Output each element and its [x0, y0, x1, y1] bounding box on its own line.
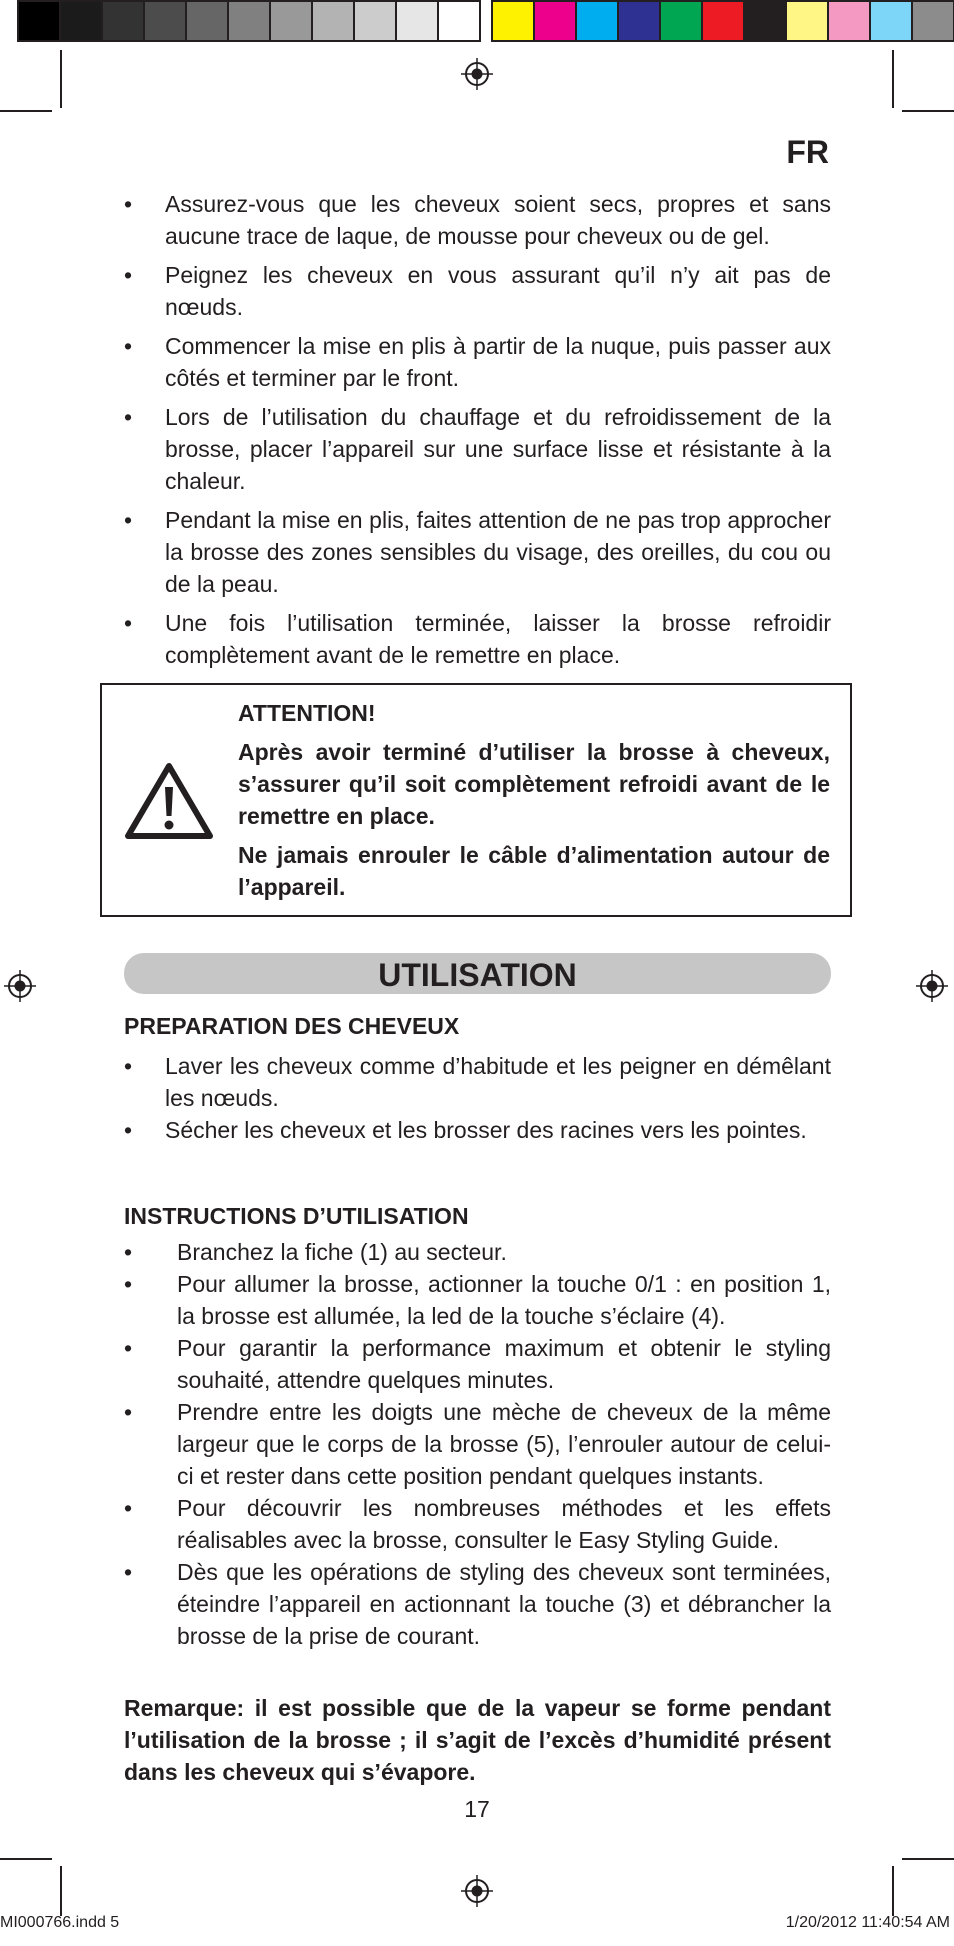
process-swatch — [913, 0, 954, 42]
list-item: • Branchez la fiche (1) au secteur. — [124, 1236, 831, 1268]
list-item: • Pour allumer la brosse, actionner la touche 0/1 : en position 1, la brosse est allumée, la led de la touche s’éclaire (4). — [124, 1268, 831, 1332]
list-item: • Pour découvrir les nombreuses méthodes et les effets réalisables avec la brosse, consulter le Easy Styling Guide. — [124, 1492, 831, 1556]
warning-paragraph: Ne jamais enrouler le câble d’alimentation autour de l’appareil. — [238, 842, 830, 900]
instructions-heading: INSTRUCTIONS D’UTILISATION — [124, 1203, 469, 1229]
process-swatch — [829, 0, 871, 42]
gray-swatch — [271, 0, 313, 42]
crop-mark — [902, 110, 954, 112]
process-swatch — [787, 0, 829, 42]
list-item: • Assurez-vous que les cheveux soient secs, propres et sans aucune trace de laque, de mousse pour cheveux ou de gel. — [124, 188, 831, 252]
bullet-icon: • — [124, 1559, 133, 1585]
process-swatch — [577, 0, 619, 42]
gray-swatch — [145, 0, 187, 42]
bullet-icon: • — [124, 1271, 133, 1297]
list-item: • Une fois l’utilisation terminée, laisser la brosse refroidir complètement avant de le remettre en place. — [124, 607, 831, 671]
list-item: • Dès que les opérations de styling des cheveux sont terminées, éteindre l’appareil en actionnant la touche (3) et débrancher la brosse de la prise de courant. — [124, 1556, 831, 1652]
list-item: • Sécher les cheveux et les brosser des racines vers les pointes. — [124, 1114, 831, 1146]
preparation-list — [124, 1050, 831, 1153]
date-slug: 1/20/2012 11:40:54 AM — [785, 1914, 950, 1931]
bullet-icon: • — [124, 1399, 133, 1425]
list-item: • Pour garantir la performance maximum et obtenir le styling souhaité, attendre quelques minutes. — [124, 1332, 831, 1396]
process-swatch — [661, 0, 703, 42]
registration-mark-icon — [916, 970, 948, 1002]
list-item: • Laver les cheveux comme d’habitude et les peigner en démêlant les nœuds. — [124, 1050, 831, 1114]
bullet-icon: • — [124, 1495, 133, 1521]
safety-tips-list — [124, 188, 831, 678]
registration-mark-icon — [4, 970, 36, 1002]
list-item: • Lors de l’utilisation du chauffage et du refroidissement de la brosse, placer l’appareil sur une surface lisse et résistante à la chaleur. — [124, 401, 831, 497]
page-number: 17 — [464, 1796, 490, 1822]
remark-note: Remarque: il est possible que de la vapeur se forme pendant l’utilisation de la brosse ; il s’agit de l’excès d’humidité présent dans les cheveux qui s’évapore. — [124, 1695, 831, 1785]
bullet-icon: • — [124, 1335, 133, 1361]
registration-mark-icon — [461, 1875, 493, 1907]
gray-swatch — [229, 0, 271, 42]
crop-mark — [892, 50, 894, 108]
list-item: • Prendre entre les doigts une mèche de cheveux de la même largeur que le corps de la brosse (5), l’enrouler autour de celui-ci et rester dans cette position pendant quelques instants. — [124, 1396, 831, 1492]
language-label: FR — [786, 134, 829, 170]
bullet-icon: • — [124, 1117, 133, 1143]
process-swatch — [871, 0, 913, 42]
color-calibration-bar — [17, 0, 954, 42]
instructions-list — [124, 1236, 831, 1652]
gray-swatch — [313, 0, 355, 42]
process-swatch — [491, 0, 535, 42]
process-swatch — [745, 0, 787, 42]
bullet-icon: • — [124, 191, 133, 217]
warning-triangle-icon — [124, 761, 214, 841]
gray-swatch — [103, 0, 145, 42]
warning-title: ATTENTION! — [238, 700, 376, 726]
list-item: • Commencer la mise en plis à partir de la nuque, puis passer aux côtés et terminer par le front. — [124, 330, 831, 394]
process-swatch — [703, 0, 745, 42]
bullet-icon: • — [124, 1053, 133, 1079]
bullet-icon: • — [124, 333, 133, 359]
crop-mark — [0, 110, 52, 112]
list-item: • Pendant la mise en plis, faites attention de ne pas trop approcher la brosse des zones sensibles du visage, des oreilles, du cou ou de la peau. — [124, 504, 831, 600]
crop-mark — [902, 1858, 954, 1860]
preparation-heading: PREPARATION DES CHEVEUX — [124, 1013, 460, 1039]
gray-swatch — [355, 0, 397, 42]
crop-mark — [892, 1866, 894, 1916]
bullet-icon: • — [124, 1239, 133, 1265]
list-item: • Peignez les cheveux en vous assurant qu’il n’y ait pas de nœuds. — [124, 259, 831, 323]
bullet-icon: • — [124, 507, 133, 533]
crop-mark — [60, 50, 62, 108]
registration-mark-icon — [461, 58, 493, 90]
gray-swatch — [439, 0, 481, 42]
bullet-icon: • — [124, 262, 133, 288]
crop-mark — [0, 1858, 52, 1860]
section-title: UTILISATION — [124, 953, 831, 994]
gray-swatch — [397, 0, 439, 42]
gray-swatch — [61, 0, 103, 42]
file-slug: MI000766.indd 5 — [0, 1914, 120, 1931]
process-swatch — [619, 0, 661, 42]
crop-mark — [60, 1866, 62, 1916]
process-swatch — [535, 0, 577, 42]
warning-box — [100, 683, 852, 917]
gray-swatch — [17, 0, 61, 42]
bullet-icon: • — [124, 404, 133, 430]
warning-paragraph: Après avoir terminé d’utiliser la brosse à cheveux, s’assurer qu’il soit complètement refroidi avant de le remettre en place. — [238, 739, 830, 829]
gray-swatch — [187, 0, 229, 42]
bullet-icon: • — [124, 610, 133, 636]
